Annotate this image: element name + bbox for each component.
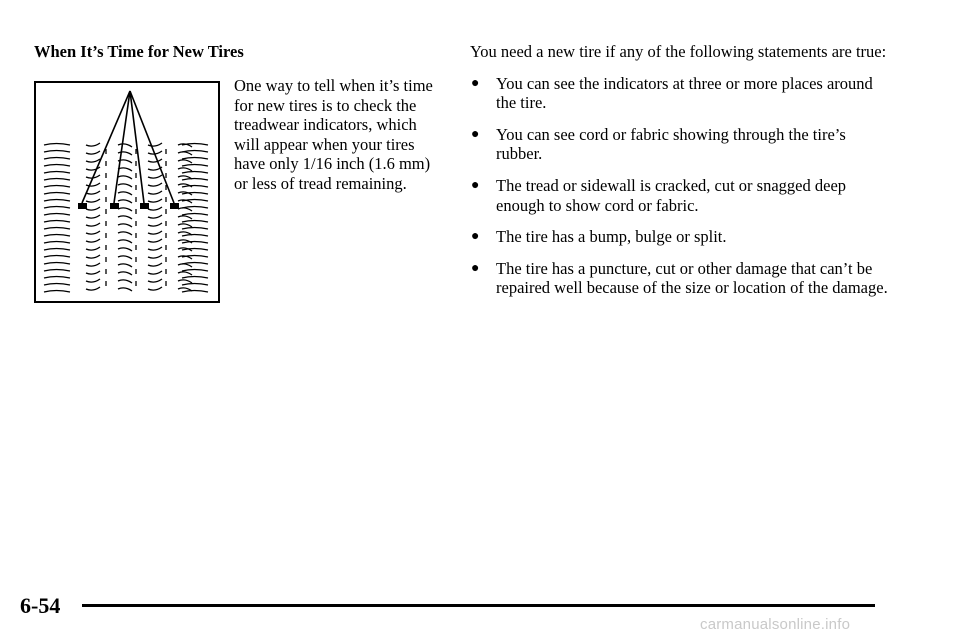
watermark-text: carmanualsonline.info [700,616,851,633]
list-item: ● The tire has a puncture, cut or other damage that can’t be repaired well because of the size or location of the damage. [471,258,888,298]
intro-paragraph: One way to tell when it’s time for new tires is to check the treadwear indicators, which will appear when your tires have only 1/16 inch (1.6 mm) or less of tread remaining. [234,76,433,193]
criteria-list [470,74,890,298]
page-number: 6-54 [20,593,61,618]
criteria-lead: You need a new tire if any of the following statements are true: [470,42,887,61]
section-heading: When It’s Time for New Tires [34,42,244,61]
list-item: ● The tire has a bump, bulge or split. [471,227,727,247]
list-item: ● You can see the indicators at three or more places around the tire. [471,73,873,113]
bullet-icon: ● [471,177,480,193]
tread-illustration [34,81,220,303]
bullet-icon: ● [471,260,480,276]
bullet-icon: ● [471,229,480,245]
list-item: ● The tread or sidewall is cracked, cut or snagged deep enough to show cord or fabric. [471,175,847,215]
list-item: ● You can see cord or fabric showing through the tire’s rubber. [471,124,846,164]
criteria-column [470,42,890,310]
footer-rule [82,604,875,607]
tire-tread-icon [36,83,218,301]
bullet-icon: ● [471,75,480,91]
bullet-icon: ● [471,126,480,142]
